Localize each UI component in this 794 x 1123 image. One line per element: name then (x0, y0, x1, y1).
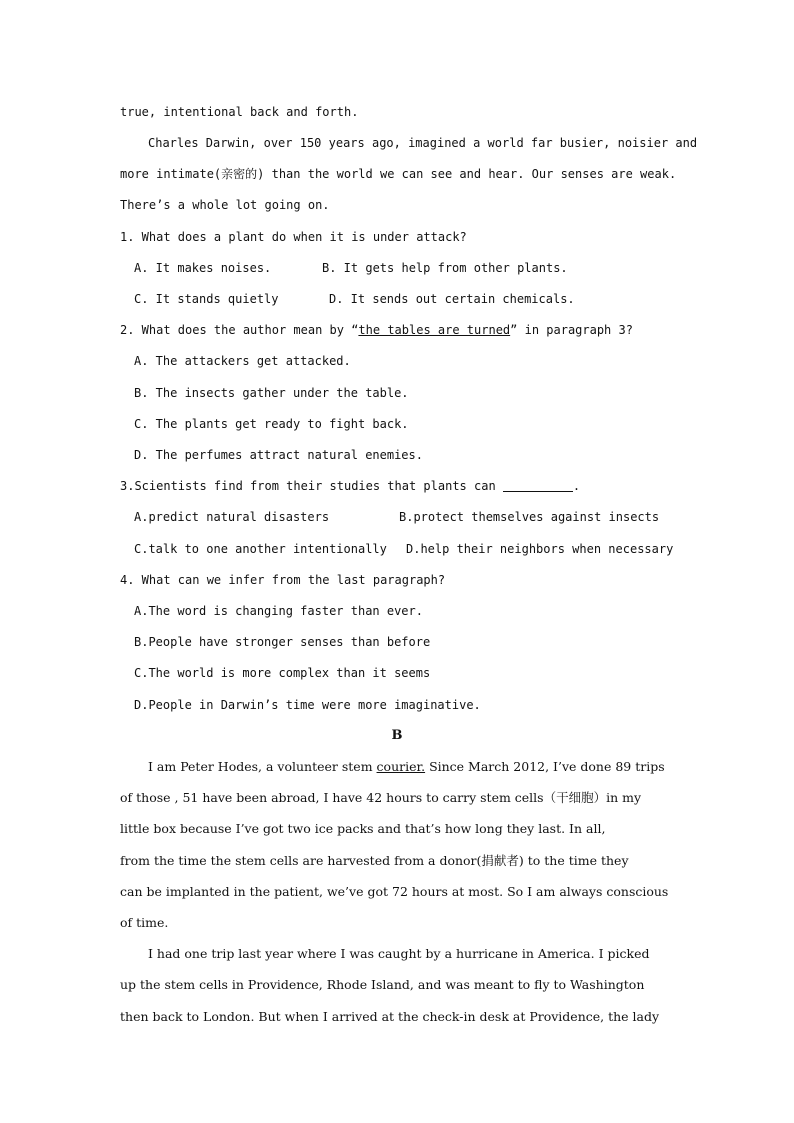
question-4-option-c: C.The world is more complex than it seems (134, 666, 431, 680)
passage-line: true, intentional back and forth. (120, 105, 359, 119)
passage-line: Charles Darwin, over 150 years ago, imagined a world far busier, noisier and (148, 136, 698, 150)
question-1-option-c: C. It stands quietly (134, 292, 279, 306)
question-3-option-d: D.help their neighbors when necessary (406, 542, 674, 556)
question-3-option-a: A.predict natural disasters (134, 510, 330, 524)
passage-b-line: little box because I’ve got two ice packs and that’s how long they last. In all, (120, 821, 606, 836)
section-heading: B (391, 728, 403, 743)
question-1-option-d: D. It sends out certain chemicals. (329, 292, 575, 306)
question-2-stem (120, 318, 700, 342)
question-4-stem: 4. What can we infer from the last paragraph? (120, 573, 446, 587)
passage-b-line: then back to London. But when I arrived at the check-in desk at Providence, the lady (120, 1009, 660, 1024)
question-3-option-b: B.protect themselves against insects (399, 510, 660, 524)
question-2-option-b: B. The insects gather under the table. (134, 386, 409, 400)
passage-b-text: I am Peter Hodes, a volunteer stem (148, 759, 373, 774)
passage-b-line: I had one trip last year where I was caught by a hurricane in America. I picked (148, 946, 650, 961)
answer-blank (503, 477, 573, 492)
passage-line: more intimate(亲密的) than the world we can see and hear. Our senses are weak. (120, 167, 677, 181)
underlined-word: courier. (376, 759, 426, 774)
question-2-option-c: C. The plants get ready to fight back. (134, 417, 409, 431)
question-2-stem-after: ” in paragraph 3? (510, 323, 633, 337)
question-2-option-d: D. The perfumes attract natural enemies. (134, 448, 423, 462)
passage-line: There’s a whole lot going on. (120, 198, 330, 212)
question-3-stem-before: 3.Scientists find from their studies that plants can (120, 479, 496, 493)
question-1-stem: 1. What does a plant do when it is under attack? (120, 230, 467, 244)
question-4-option-a: A.The word is changing faster than ever. (134, 604, 423, 618)
passage-b-text: Since March 2012, I’ve done 89 trips (429, 759, 665, 774)
question-3-option-c: C.talk to one another intentionally (134, 542, 387, 556)
passage-b-line: up the stem cells in Providence, Rhode Island, and was meant to fly to Washington (120, 977, 645, 992)
passage-b-line (148, 755, 698, 779)
passage-b-line: of time. (120, 915, 169, 930)
question-3-stem-after: . (572, 479, 581, 493)
passage-b-line: of those , 51 have been abroad, I have 42 hours to carry stem cells（干细胞）in my (120, 790, 642, 805)
question-1-option-a: A. It makes noises. (134, 261, 272, 275)
question-2-stem-before: 2. What does the author mean by “ (120, 323, 359, 337)
passage-b-line: can be implanted in the patient, we’ve got 72 hours at most. So I am always conscious (120, 884, 669, 899)
question-4-option-b: B.People have stronger senses than before (134, 635, 431, 649)
question-1-option-b: B. It gets help from other plants. (322, 261, 568, 275)
passage-b-line: from the time the stem cells are harvested from a donor(捐献者) to the time they (120, 853, 629, 868)
question-3-stem (120, 474, 700, 498)
question-2-option-a: A. The attackers get attacked. (134, 354, 351, 368)
question-4-option-d: D.People in Darwin’s time were more imaginative. (134, 698, 481, 712)
quoted-phrase: the tables are turned (358, 323, 511, 337)
